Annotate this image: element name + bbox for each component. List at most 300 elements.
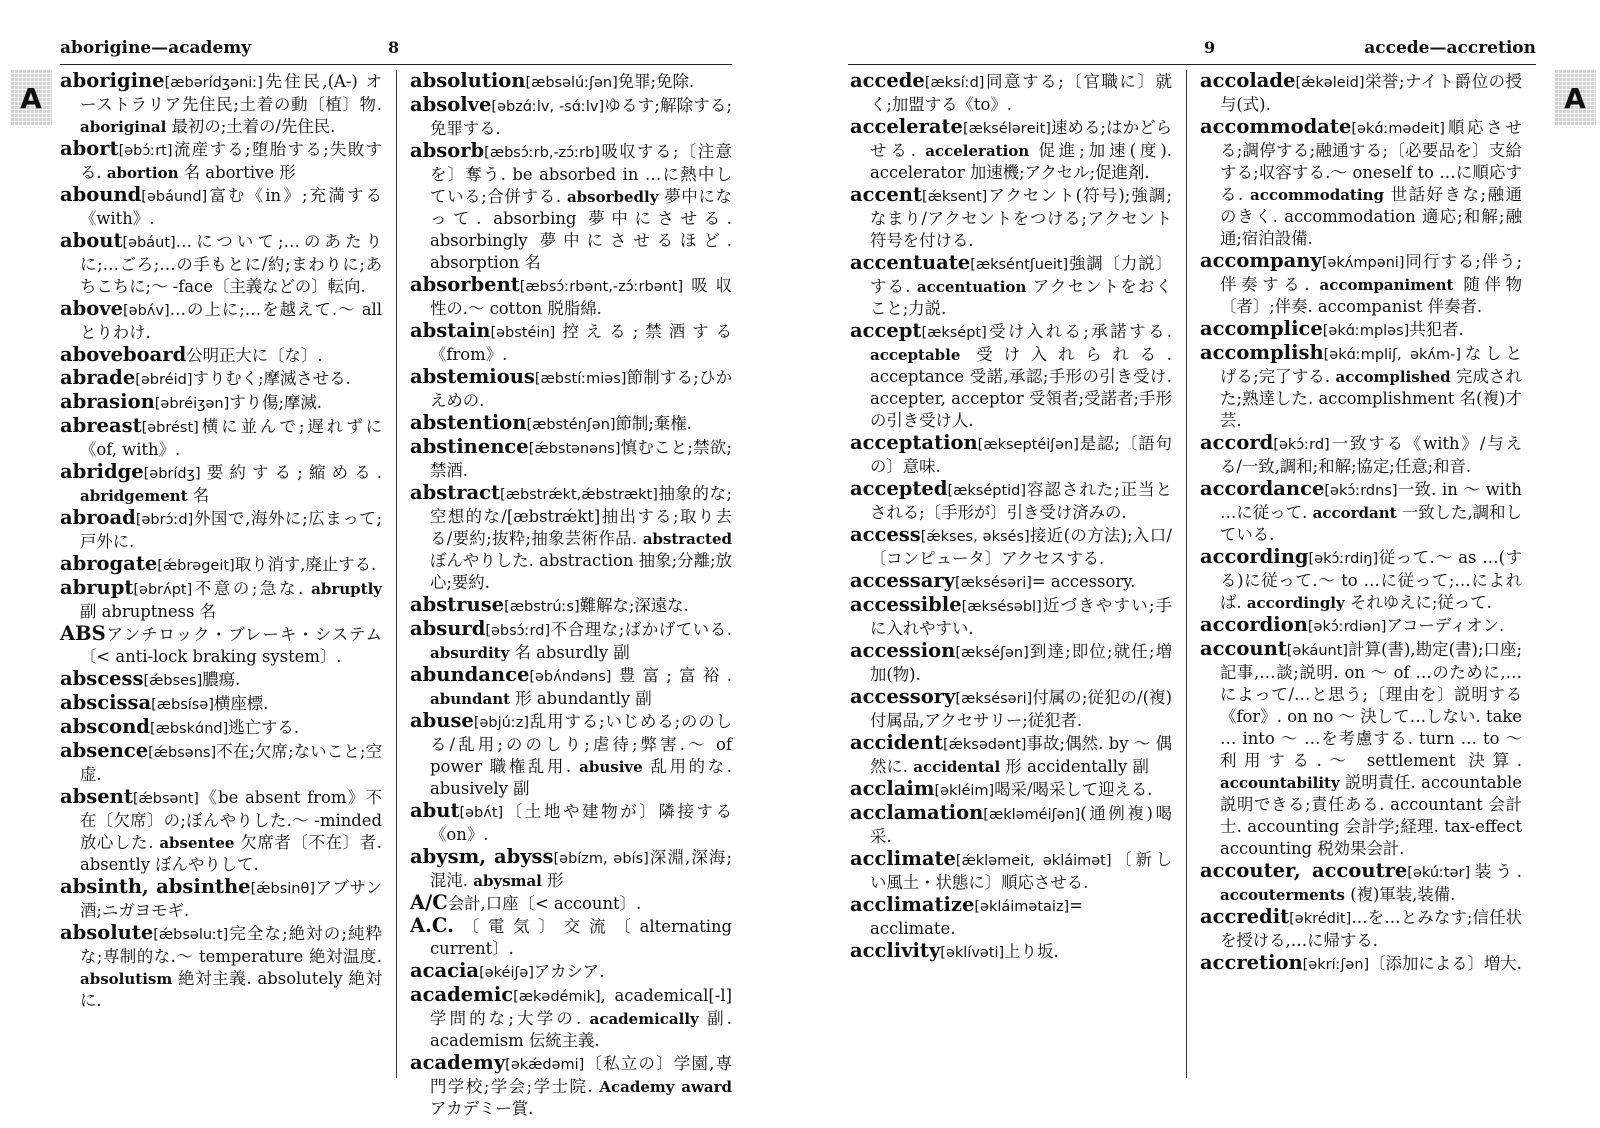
dictionary-entry: [410, 70, 732, 94]
pronunciation: [əkɑ́ːmpliʃ, əkʌ́m-]: [1323, 347, 1462, 363]
dictionary-entry: [1200, 860, 1522, 906]
dictionary-entry: [60, 577, 382, 623]
definition: 難解な;深遠な.: [579, 596, 689, 615]
dictionary-entry: [850, 570, 1172, 594]
pronunciation: [əkáunt]: [1286, 643, 1349, 659]
headword: abound: [60, 183, 142, 206]
dictionary-entry: [850, 184, 1172, 252]
headword: accouter, accoutre: [1200, 859, 1408, 882]
headword: abreast: [60, 414, 142, 437]
derived-form: accordingly: [1246, 594, 1345, 612]
dictionary-column: [850, 70, 1172, 1080]
dictionary-entry: [410, 320, 732, 366]
pronunciation: [əkɑ́ːmpləs]: [1322, 323, 1410, 339]
pronunciation: [ǽbsəluːt]: [153, 927, 229, 943]
headword: acceptation: [850, 431, 978, 454]
headword: accession: [850, 639, 956, 662]
headword: acclamation: [850, 801, 984, 824]
column-divider: [1186, 70, 1187, 1078]
dictionary-entry: [850, 70, 1172, 116]
headword: accretion: [1200, 951, 1303, 974]
derived-form: absorbedly: [566, 188, 659, 206]
dictionary-entry: [60, 507, 382, 553]
derived-definition: 欠席者〔不在〕者. absently ぼんやりして.: [80, 833, 382, 874]
dictionary-entry: [850, 802, 1172, 848]
headword: accordion: [1200, 613, 1308, 636]
pronunciation: [əbrʌ́pt]: [133, 582, 193, 598]
headword: acclaim: [850, 777, 935, 800]
derived-form: acceptable: [870, 346, 961, 364]
headword: abstract: [410, 481, 501, 504]
dictionary-column: [60, 70, 382, 1080]
headword: accolade: [1200, 69, 1296, 92]
definition: 流産する;堕胎する;失敗する.: [80, 140, 382, 182]
definition: 到達;即位;就任;増加(物).: [870, 642, 1172, 684]
pronunciation: [əbɔ́ːrt]: [118, 143, 173, 159]
headword: accede: [850, 69, 925, 92]
pronunciation: [əbsɔ́ːrd]: [485, 623, 551, 639]
dictionary-entry: [410, 140, 732, 274]
headword: abroad: [60, 506, 136, 529]
dictionary-entry: [410, 94, 732, 140]
pronunciation: [æbskɑ́nd]: [149, 721, 229, 737]
dictionary-entry: [1200, 250, 1522, 318]
dictionary-entry: [1200, 342, 1522, 432]
headword: accent: [850, 183, 922, 206]
dictionary-entry: [1200, 318, 1522, 342]
dictionary-entry: [60, 70, 382, 138]
dictionary-entry: [60, 623, 382, 668]
headword: abundance: [410, 663, 530, 686]
dictionary-entry: [410, 800, 732, 846]
pronunciation: [æksésəri]: [954, 575, 1032, 591]
dictionary-entry: [1200, 638, 1522, 860]
dictionary-entry: [60, 716, 382, 740]
pronunciation: [ǽbrəgeit]: [157, 558, 235, 574]
dictionary-entry: [850, 686, 1172, 732]
pronunciation: [æbsténʃən]: [526, 417, 616, 433]
headword: abstain: [410, 319, 491, 342]
pronunciation: [əbáut]: [122, 235, 176, 251]
definition: 節制;棄権.: [615, 414, 692, 433]
dictionary-entry: [1200, 70, 1522, 116]
definition: (通例複)喝采.: [870, 804, 1172, 846]
headword: absolution: [410, 69, 526, 92]
definition: 容認された;正当とされる;〔手形が〕引き受け済みの.: [870, 480, 1172, 522]
pronunciation: [æbsəlúːʃən]: [525, 75, 618, 91]
definition: 逃亡する.: [228, 718, 300, 737]
headword: abridge: [60, 460, 144, 483]
definition: 〔添加による〕増大.: [1369, 954, 1522, 973]
pronunciation: [əkǽdəmi]: [505, 1057, 585, 1073]
definition: 上り坂.: [1004, 942, 1059, 961]
derived-form: acceleration: [925, 142, 1030, 160]
definition: 栄誉;ナイト爵位の授与(式).: [1220, 72, 1522, 114]
pronunciation: [æksélərеit]: [962, 121, 1051, 137]
definition: すりむく;摩滅させる.: [192, 369, 351, 388]
pronunciation: [æksésəri]: [955, 691, 1033, 707]
definition: 抽象的な;空想的な/[æbstrǽkt]抽出する;取り去る/要約;抜粋;抽象芸術作品.: [430, 484, 732, 548]
derived-form: accountability: [1220, 774, 1340, 792]
dictionary-entry: [60, 391, 382, 415]
pronunciation: [ǽbses]: [143, 673, 203, 689]
definition: …の上に;…を越えて.～ all とりわけ.: [80, 300, 382, 342]
definition: 一致する《with》/与える/一致,調和;和解;協定;任意;和音.: [1220, 434, 1522, 476]
dictionary-entry: [60, 367, 382, 391]
headword: abrogate: [60, 552, 158, 575]
headword: abscess: [60, 667, 144, 690]
pronunciation: [æbstíːmiəs]: [534, 371, 627, 387]
dictionary-entry: [410, 984, 732, 1052]
pronunciation: [əbʌ́ndəns]: [529, 669, 612, 685]
definition: = accessory.: [1031, 572, 1136, 591]
definition: = acclimate.: [870, 896, 1083, 938]
dictionary-entry: [850, 252, 1172, 320]
pronunciation: [əbrɔ́ːd]: [135, 512, 194, 528]
definition: 不意の;急な.: [192, 579, 304, 598]
dictionary-entry: [410, 412, 732, 436]
definition: 外国で,海外に;広まって;戸外に.: [80, 509, 382, 551]
headword: abysm, abyss: [410, 845, 554, 868]
pronunciation: [ækséʃən]: [955, 645, 1029, 661]
derived-definition: 随伴物〔者〕;伴奏. accompanist 伴奏者.: [1220, 275, 1522, 316]
definition: 会計,口座〔< account〕.: [447, 894, 642, 913]
headword: absurd: [410, 617, 486, 640]
pronunciation: [æbərídʒəniː]: [164, 75, 263, 91]
derived-form: academically: [589, 1010, 699, 1028]
running-head-left: aborigine—academy: [60, 38, 252, 58]
derived-definition: 名: [192, 486, 210, 505]
headword: abstruse: [410, 593, 505, 616]
dictionary-entry: [1200, 952, 1522, 976]
derived-definition: (複)軍装,装備.: [1350, 885, 1456, 904]
right-page: [810, 0, 1600, 1128]
dictionary-entry: [60, 461, 382, 507]
dictionary-entry: [410, 915, 732, 960]
derived-definition: アカデミー賞.: [430, 1099, 534, 1118]
definition: アクセント(符号);強調;なまり/アクセントをつける;アクセント符号を付ける.: [870, 186, 1172, 250]
dictionary-entry: [850, 320, 1172, 432]
pronunciation: [ǽksent]: [921, 189, 988, 205]
pronunciation: [əbáund]: [141, 189, 208, 205]
headword: abstinence: [410, 435, 529, 458]
definition: 事故;偶然. by ～ 偶然に.: [870, 734, 1172, 776]
dictionary-column: [1200, 70, 1522, 1080]
pronunciation: [ǽbsinθ]: [250, 881, 315, 897]
definition: 是認;〔語句の〕意味.: [870, 434, 1172, 476]
dictionary-entry: [410, 482, 732, 594]
dictionary-entry: [410, 274, 732, 320]
derived-definition: それゆえに;従って.: [1349, 593, 1492, 612]
derived-form: absentee: [159, 834, 235, 852]
pronunciation: [ǽksədənt]: [943, 737, 1027, 753]
definition: 不合理な;ばかげている.: [550, 620, 732, 639]
dictionary-entry: [60, 876, 382, 922]
dictionary-entry: [410, 594, 732, 618]
headword: acclimate: [850, 847, 956, 870]
headword: abrade: [60, 366, 136, 389]
derived-form: abruptly: [311, 580, 382, 598]
dictionary-entry: [60, 138, 382, 184]
definition: 完全な;絶対の;純粋な;専制的な.～ temperature 絶対温度.: [80, 924, 382, 966]
definition: 豊富;富裕.: [611, 666, 732, 685]
definition: 要約する;縮める.: [200, 463, 382, 482]
headword: accessory: [850, 685, 956, 708]
headword: abscissa: [60, 691, 152, 714]
dictionary-entry: [410, 664, 732, 710]
derived-form: aboriginal: [80, 118, 167, 136]
dictionary-entry: [850, 640, 1172, 686]
headword: account: [1200, 637, 1287, 660]
derived-form: absurdity: [430, 644, 510, 662]
derived-definition: 副 abruptness 名: [80, 602, 217, 621]
derived-form: abstracted: [642, 530, 732, 548]
headword: accord: [1200, 431, 1274, 454]
derived-definition: 促進;加速(度). accelerator 加速機;アクセル;促進剤.: [870, 141, 1173, 182]
pronunciation: [æbstrúːs]: [504, 599, 580, 615]
pronunciation: [æksésəbl]: [961, 599, 1042, 615]
derived-definition: ぼんやりした. abstraction 抽象;分離;放心;要約.: [430, 551, 732, 592]
dictionary-entry: [410, 710, 732, 800]
derived-definition: 一致した,調和している.: [1220, 503, 1522, 544]
headword: absolve: [410, 93, 492, 116]
header-rule: [848, 64, 1536, 65]
pronunciation: [əkléim]: [934, 783, 995, 799]
headword: abort: [60, 137, 119, 160]
definition: 控える;禁酒する《from》.: [430, 322, 732, 364]
pronunciation: [əbrést]: [141, 420, 199, 436]
left-page: [0, 0, 790, 1128]
headword: acclimatize: [850, 893, 975, 916]
headword: abscond: [60, 715, 150, 738]
dictionary-entry: [850, 732, 1172, 778]
dictionary-entry: [850, 478, 1172, 524]
definition: 装う.: [1470, 862, 1522, 881]
headword: accident: [850, 731, 944, 754]
dictionary-entry: [1200, 432, 1522, 478]
pronunciation: [əbréid]: [135, 372, 193, 388]
pronunciation: [æbsɔ́ːrbənt,-zɔ́ːrbənt]: [519, 279, 684, 295]
derived-definition: 形: [547, 871, 564, 890]
pronunciation: [əklívəti]: [940, 945, 1005, 961]
derived-definition: 形 accidentally 副: [1005, 757, 1149, 776]
dictionary-entry: [60, 692, 382, 716]
dictionary-entry: [60, 184, 382, 230]
definition: …について;…のあたりに;…ごろ;…の手もとに/約;まわりに;あちこちに;～ -face〔主義などの〕転向.: [80, 232, 382, 296]
definition: 公明正大に〔な〕.: [186, 346, 323, 365]
dictionary-column: [410, 69, 733, 1118]
derived-form: abortion: [106, 164, 179, 182]
page-number-right: 9: [1204, 38, 1216, 57]
dictionary-entry: [850, 116, 1172, 184]
definition: 同行する;伴う;伴奏する.: [1220, 252, 1522, 294]
derived-definition: 絶対主義. absolutely 絶対に.: [80, 969, 383, 1010]
pronunciation: [ækséptid]: [947, 483, 1027, 499]
definition: 受け入れる;承諾する.: [986, 322, 1172, 341]
definition: 従って.～ as …(する)に従って.～ to …に従って;…によれば.: [1220, 548, 1522, 612]
dictionary-entry: [850, 848, 1172, 894]
headword: ABS: [60, 622, 106, 645]
dictionary-entry: [850, 432, 1172, 478]
headword: accept: [850, 319, 922, 342]
headword: absent: [60, 785, 133, 808]
headword: acclivity: [850, 939, 941, 962]
headword: accommodate: [1200, 115, 1352, 138]
derived-form: abridgement: [80, 487, 188, 505]
dictionary-entry: [60, 344, 382, 367]
thumb-index-tab[interactable]: [1554, 70, 1596, 126]
derived-form: accompaniment: [1319, 276, 1454, 294]
dictionary-entry: [1200, 478, 1522, 546]
derived-definition: 完成された;熟達した. accomplishment 名(複)才芸.: [1220, 367, 1522, 430]
definition: 接近(の方法);入口/〔コンピュータ〕アクセスする.: [870, 526, 1172, 568]
derived-definition: 説明責任. accountable 説明できる;責任ある. accountant 会計士. accounting 会計学;経理. tax-effect accounting 税効果会計.: [1220, 773, 1522, 858]
pronunciation: [əbzɑ́ːlv, -sɑ́ːlv]: [491, 99, 605, 115]
derived-form: accommodating: [1249, 186, 1384, 204]
pronunciation: [əbrídʒ]: [143, 466, 201, 482]
pronunciation: [ækədémik]: [513, 989, 601, 1005]
definition: 吸収する;〔注意を〕奪う. be absorbed in …に熱中している;合併する.: [430, 142, 732, 206]
dictionary-entry: [60, 668, 382, 692]
derived-form: abundant: [430, 690, 511, 708]
headword: abstention: [410, 411, 527, 434]
definition: 節制する;ひかえめの.: [430, 368, 732, 410]
derived-definition: 世話好きな;融通のきく. accommodation 適応;和解;融通;宿泊設備.: [1220, 185, 1523, 248]
definition: アコーディオン.: [1386, 616, 1505, 635]
dictionary-entry: [60, 553, 382, 577]
dictionary-entry: [410, 436, 732, 482]
pronunciation: [ækséntʃueit]: [970, 257, 1069, 273]
dictionary-entry: [410, 618, 732, 664]
headword: abstemious: [410, 365, 535, 388]
thumb-index-tab[interactable]: [10, 70, 52, 126]
headword: accredit: [1200, 905, 1290, 928]
headword: above: [60, 297, 124, 320]
derived-definition: 受け入れられる. acceptance 受諾,承認;手形の引き受け. accepter, acceptor 受領者;受諾者;手形の引き受け人.: [870, 345, 1172, 430]
headword: abuse: [410, 709, 474, 732]
headword: aboveboard: [60, 343, 187, 366]
dictionary-entry: [60, 230, 382, 298]
dictionary-entry: [1200, 546, 1522, 614]
definition: すり傷;摩滅.: [229, 393, 322, 412]
definition: アカシア.: [533, 962, 605, 981]
definition: 慎むこと;禁欲;禁酒.: [430, 438, 732, 480]
pronunciation: [ǽkses, əksés]: [920, 529, 1030, 545]
definition: ゆるす;解除する;免罪する.: [430, 96, 733, 138]
derived-form: abysmal: [473, 872, 542, 890]
definition: 順応させる;調停する;融通する;〔必要品を〕支給する;収容する.～ oneself to …に順応する.: [1220, 118, 1522, 204]
dictionary-entry: [60, 786, 382, 876]
headword: accepted: [850, 477, 948, 500]
dictionary-entry: [410, 366, 732, 412]
definition: 富む《in》;充満する《with》.: [80, 186, 382, 228]
derived-definition: 乱用的な. abusively 副: [430, 757, 732, 798]
headword: accessary: [850, 569, 955, 592]
definition: 一致. in ～ with …に従って.: [1220, 480, 1522, 522]
dictionary-entry: [850, 778, 1172, 802]
dictionary-entry: [60, 740, 382, 786]
pronunciation: [æksépt]: [921, 325, 987, 341]
dictionary-entry: [850, 894, 1172, 940]
pronunciation: [əbʌ́v]: [123, 303, 170, 319]
derived-form: accomplished: [1335, 368, 1451, 386]
pronunciation: [æksíːd]: [924, 75, 985, 91]
dictionary-entry: [1200, 614, 1522, 638]
headword: according: [1200, 545, 1309, 568]
headword: aborigine: [60, 69, 165, 92]
derived-definition: 夢中になって. absorbing 夢中にさせる. absorbingly 夢中にさせるほど. absorption 名: [430, 187, 732, 272]
dictionary-entry: [1200, 906, 1522, 952]
pronunciation: [əbstéin]: [490, 325, 556, 341]
dictionary-entry: [60, 922, 382, 1012]
definition: …を…とみなす;信任状を授ける,…に帰する.: [1220, 908, 1522, 950]
definition: 乱用する;いじめる;ののしる/乱用;ののしり;虐待;弊害.～ of power 職権乱用.: [430, 712, 732, 776]
derived-form: absolutism: [80, 970, 173, 988]
pronunciation: [əkrédit]: [1289, 911, 1352, 927]
headword: absolute: [60, 921, 154, 944]
definition: 横座標.: [213, 694, 269, 713]
headword: A.C.: [410, 914, 454, 937]
pronunciation: [əbréiʒən]: [154, 396, 230, 412]
definition: アブサン酒;ニガヨモギ.: [80, 878, 382, 920]
headword: academy: [410, 1051, 506, 1074]
pronunciation: [əbjúːz]: [473, 715, 529, 731]
headword: accentuate: [850, 251, 971, 274]
running-head-right: accede—accretion: [1364, 38, 1536, 58]
definition: 不在;欠席;ないこと;空虚.: [80, 742, 382, 784]
pronunciation: [əkɔ́ːrdiŋ]: [1308, 551, 1379, 567]
headword: absinth, absinthe: [60, 875, 251, 898]
headword: absorbent: [410, 273, 520, 296]
definition: 深淵,深海;混沌.: [430, 848, 732, 890]
headword: absorb: [410, 139, 485, 162]
definition: 計算(書),勘定(書);口座;記事,…談;説明. on ～ of …のために,…によって/…と思う;〔理由を〕説明する《for》. on no ～ 決して…しない. take … into ～ …を考慮する. turn … to ～ 利用する.～ settlement 決算.: [1220, 640, 1522, 770]
pronunciation: [ækseptéiʃən]: [977, 437, 1079, 453]
pronunciation: [əkɔ́ːrdiən]: [1307, 619, 1387, 635]
pronunciation: [æbstrǽkt,ǽbstrækt]: [500, 487, 658, 503]
definition: 速める;はかどらせる.: [870, 118, 1172, 160]
definition: 吸収性の.～ cotton 脱脂綿.: [430, 276, 732, 318]
dictionary-entry: [850, 940, 1172, 964]
definition: 免罪;免除.: [617, 72, 695, 91]
definition: , academical[-l] 学問的な;大学の.: [430, 986, 732, 1028]
definition: 《be absent from》不在〔欠席〕の;ぼんやりした.～ -minded 放心した.: [80, 788, 382, 852]
dictionary-entry: [850, 524, 1172, 570]
derived-definition: 名 abortive 形: [183, 163, 296, 182]
pronunciation: [əkéiʃə]: [479, 965, 534, 981]
headword: accompany: [1200, 249, 1322, 272]
definition: 同意する;〔官職に〕就く;加盟する《to》.: [870, 72, 1172, 114]
derived-form: accouterments: [1220, 886, 1345, 904]
pronunciation: [ǽbsənt]: [132, 791, 199, 807]
definition: 喝采/喝采して迎える.: [994, 780, 1153, 799]
dictionary-entry: [410, 846, 732, 892]
derived-definition: アクセントをおくこと;力説.: [870, 277, 1172, 318]
dictionary-entry: [410, 892, 732, 915]
thumb-letter: A: [20, 81, 42, 115]
pronunciation: [ǽbsəns]: [148, 745, 217, 761]
dictionary-entry: [410, 1052, 732, 1120]
headword: accelerate: [850, 115, 963, 138]
pronunciation: [ǽkəleid]: [1295, 75, 1365, 91]
derived-form: Academy award: [599, 1078, 732, 1096]
headword: academic: [410, 983, 514, 1006]
definition: なしとげる;完了する.: [1220, 344, 1523, 386]
derived-definition: 最初の;土着の/先住民.: [171, 117, 336, 136]
definition: アンチロック・ブレーキ・システム〔< anti-lock braking system〕.: [80, 625, 382, 666]
definition: 〔新しい風土・状態に〕順応させる.: [870, 850, 1172, 892]
pronunciation: [əbʌ́t]: [459, 805, 504, 821]
